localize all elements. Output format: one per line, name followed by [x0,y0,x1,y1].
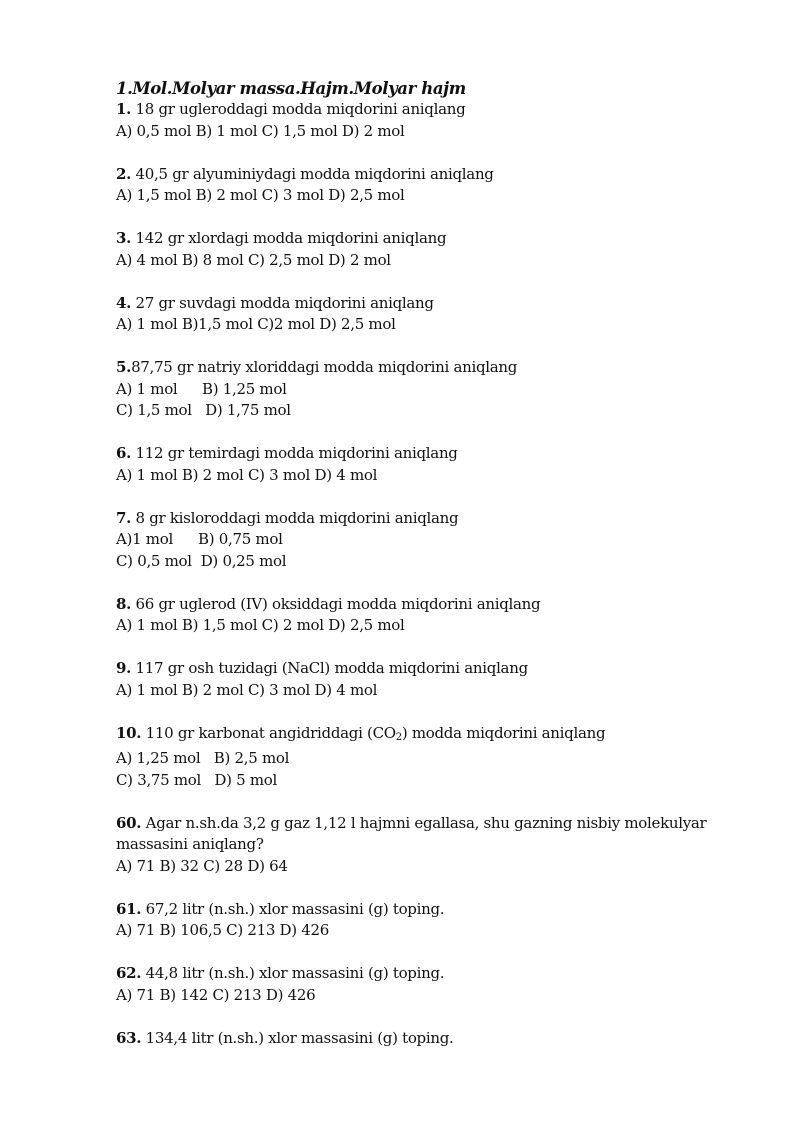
option-b: B) 1,25 mol [202,379,287,398]
question-stem-start: 110 gr karbonat angidriddagi (CO [141,723,396,742]
question-text [116,1028,756,1050]
question-62 [116,963,756,1006]
question-text [116,508,756,530]
answer-options-row-1 [116,379,756,401]
question-number: 63. [116,1028,142,1047]
question-stem: 112 gr temirdagi modda miqdorini aniqlang [131,444,458,462]
question-stem: 66 gr uglerod (IV) oksiddagi modda miqdorini aniqlang [131,594,541,613]
question-stem: 134,4 litr (n.sh.) xlor massasini (g) toping. [141,1028,454,1047]
question-61 [116,899,756,942]
question-number: 9. [116,659,132,677]
question-number: 2. [116,164,132,183]
question-60 [116,813,756,878]
question-9 [116,658,756,701]
option-b: B) 0,75 mol [198,530,283,548]
answer-options-row-1: A) 1,25 mol B) 2,5 mol [116,749,290,767]
question-7 [116,508,756,573]
answer-options-row-2: C) 3,75 mol D) 5 mol [116,770,278,789]
question-text [116,658,756,680]
question-stem: 67,2 litr (n.sh.) xlor massasini (g) toping. [141,899,445,918]
question-stem: 87,75 gr natriy xloriddagi modda miqdorini aniqlang [131,358,518,376]
question-stem: 117 gr osh tuzidagi (NaCl) modda miqdorini aniqlang [131,659,528,677]
question-text [116,443,756,465]
document-page [116,78,756,1049]
question-5 [116,357,756,422]
question-stem: Agar n.sh.da 3,2 g gaz 1,12 l hajmni egallasa, shu gazning nisbiy molekulyar massasini aniqlang? [116,813,707,853]
question-10 [116,723,756,792]
question-2 [116,164,756,207]
question-stem-end: ) modda miqdorini aniqlang [401,723,606,742]
question-6 [116,443,756,486]
question-stem: 40,5 gr alyuminiydagi modda miqdorini aniqlang [131,164,494,183]
subscript: 2 [395,731,402,743]
question-number: 61. [116,899,142,918]
question-text [116,963,756,985]
question-3 [116,228,756,271]
question-63 [116,1028,756,1050]
answer-options: A) 1 mol B)1,5 mol C)2 mol D) 2,5 mol [116,315,396,333]
question-text [116,228,756,250]
question-stem: 44,8 litr (n.sh.) xlor massasini (g) toping. [141,964,445,982]
question-number: 7. [116,508,132,527]
option-a: A)1 mol [116,530,173,548]
question-number: 4. [116,293,132,312]
question-stem: 18 gr ugleroddagi modda miqdorini aniqlang [131,100,466,118]
question-4 [116,293,756,336]
answer-options: A) 4 mol B) 8 mol C) 2,5 mol D) 2 mol [116,250,391,269]
answer-options: A) 71 B) 106,5 C) 213 D) 426 [116,921,330,939]
question-stem: 27 gr suvdagi modda miqdorini aniqlang [131,293,434,312]
question-number: 6. [116,444,132,462]
question-text [116,164,756,186]
question-stem: 8 gr kisloroddagi modda miqdorini aniqlang [131,508,459,527]
question-number: 60. [116,813,142,832]
answer-options-row-2: C) 0,5 mol D) 0,25 mol [116,551,287,570]
option-a: A) 1 mol [116,379,178,398]
answer-options: A) 71 B) 32 C) 28 D) 64 [116,856,288,875]
question-text [116,357,756,379]
question-number: 1. [116,100,132,118]
question-number: 10. [116,723,142,742]
answer-options: A) 1 mol B) 2 mol C) 3 mol D) 4 mol [116,680,378,699]
question-8 [116,594,756,637]
question-number: 8. [116,594,132,613]
question-text [116,813,726,856]
answer-options: A) 71 B) 142 C) 213 D) 426 [116,985,316,1004]
answer-options: A) 1 mol B) 2 mol C) 3 mol D) 4 mol [116,465,378,484]
question-text [116,594,756,616]
question-1 [116,99,756,142]
question-stem: 142 gr xlordagi modda miqdorini aniqlang [131,229,447,247]
question-number: 3. [116,229,132,247]
answer-options: A) 1 mol B) 1,5 mol C) 2 mol D) 2,5 mol [116,616,405,634]
question-number: 5. [116,358,132,376]
page-title: 1.Mol.Molyar massa.Hajm.Molyar hajm [116,79,466,98]
question-text [116,723,756,749]
question-number: 62. [116,964,142,982]
answer-options: A) 1,5 mol B) 2 mol C) 3 mol D) 2,5 mol [116,186,405,204]
answer-options: A) 0,5 mol B) 1 mol C) 1,5 mol D) 2 mol [116,121,405,140]
answer-options-row-1 [116,529,756,551]
question-text [116,99,756,121]
answer-options-row-2: C) 1,5 mol D) 1,75 mol [116,401,291,419]
question-text [116,899,756,921]
question-text [116,293,756,315]
